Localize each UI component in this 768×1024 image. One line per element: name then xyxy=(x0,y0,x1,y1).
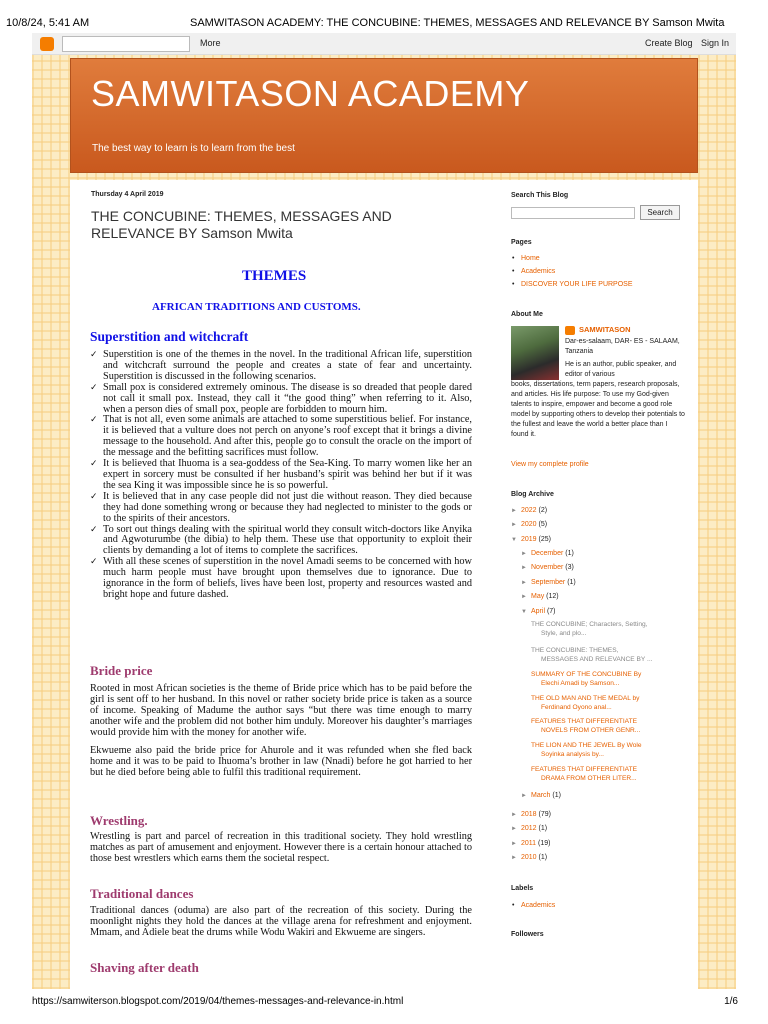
list-item: ✓ With all these scenes of superstition in the novel Amadi seems to be concerned with how much harm people must have brought upon themselves due to ignorance. Due to ignorance in the form of beliefs, lives have been lost, property and resources wasted and bright hope and future dashed. xyxy=(90,557,472,601)
archive-post-title-line-2: Ferdinand Oyono anal... xyxy=(541,704,612,711)
expand-triangle-icon[interactable]: ► xyxy=(511,841,517,847)
list-item: ✓ It is believed that in any case people did not just die without reason. They died because they had done something wrong or because they had neglected to minister to the gods or to the spirits of their ancestors. xyxy=(90,492,472,525)
archive-post-link[interactable] xyxy=(531,765,671,783)
archive-item-label[interactable]: November xyxy=(531,564,566,571)
navbar-more-link[interactable]: More xyxy=(200,38,221,48)
archive-post-link[interactable] xyxy=(531,670,671,688)
labels-list xyxy=(511,899,555,912)
archive-item-count: (1) xyxy=(565,550,574,557)
search-widget-title: Search This Blog xyxy=(511,192,569,199)
expand-triangle-icon[interactable]: ► xyxy=(511,826,517,832)
page-link-home[interactable]: • Home xyxy=(511,252,633,265)
blogger-logo-icon[interactable] xyxy=(40,37,54,51)
archive-item-label[interactable]: March xyxy=(531,792,553,799)
expand-triangle-icon[interactable]: ► xyxy=(521,793,527,799)
archive-item[interactable] xyxy=(511,854,547,861)
archive-item-label[interactable]: May xyxy=(531,593,547,600)
expand-triangle-icon[interactable]: ► xyxy=(511,522,517,528)
archive-post-link[interactable] xyxy=(531,646,671,664)
archive-post-title-line-1: THE OLD MAN AND THE MEDAL by xyxy=(531,695,640,702)
print-url: https://samwiterson.blogspot.com/2019/04/themes-messages-and-relevance-in.html xyxy=(32,996,404,1007)
about-widget-title: About Me xyxy=(511,311,543,318)
archive-post-title-line-1: THE CONCUBINE: THEMES, xyxy=(531,647,619,654)
blogger-profile-icon xyxy=(565,326,575,335)
expand-triangle-icon[interactable]: ► xyxy=(521,565,527,571)
blogger-navbar xyxy=(32,33,736,55)
page-link-life-purpose[interactable]: • DISCOVER YOUR LIFE PURPOSE xyxy=(511,278,633,291)
archive-item-label[interactable]: 2018 xyxy=(521,811,539,818)
archive-item-count: (1) xyxy=(552,792,561,799)
blog-search-input[interactable] xyxy=(511,207,635,219)
archive-item[interactable] xyxy=(521,564,574,571)
archive-item-count: (2) xyxy=(538,507,548,514)
archive-item-count: (12) xyxy=(546,593,559,600)
wrestling-paragraph: Wrestling is part and parcel of recreation in this traditional society. They hold wrestling matches as part of amusement and enjoyment. However there is a certain honour attached to those best wrestlers which earns them the societal respect. xyxy=(90,831,472,864)
archive-item-count: (1) xyxy=(538,854,548,861)
list-item: ✓ That is not all, even some animals are attached to some superstitious belief. For instance, it is believed that a vulture does not perch on anyone’s roof except that it brings a divine message to the household. And after this, people go to consult the oracle on the import of the message and the befitting sacrifices must follow. xyxy=(90,415,472,459)
archive-item[interactable] xyxy=(511,521,547,528)
list-item: ✓ To sort out things dealing with the spiritual world they consult witch-doctors like Anyika and Agwoturumbe (the dibia) to help them. These use that opportunity to exploit their clients by demanding a lot of items to complete the sacrifices. xyxy=(90,525,472,558)
pages-widget-title: Pages xyxy=(511,239,532,246)
archive-post-link[interactable] xyxy=(531,741,671,759)
archive-item-label[interactable]: 2019 xyxy=(521,536,539,543)
bride-price-paragraph-2: Ekwueme also paid the bride price for Ahurole and it was refunded when she fled back home and it was to be paid to Ihuoma’s brother in law (Nnadi) before he got harried to her but he died before being able to fulfil this traditional requirement. xyxy=(90,745,472,778)
traditions-heading: AFRICAN TRADITIONS AND CUSTOMS. xyxy=(152,301,361,313)
profile-bio-line-1: He is an author, public speaker, and editor of various xyxy=(565,361,677,378)
themes-heading: THEMES xyxy=(242,268,307,284)
page-link-academics[interactable]: • Academics xyxy=(511,265,633,278)
expand-triangle-icon[interactable]: ► xyxy=(521,580,527,586)
archive-item[interactable] xyxy=(521,608,556,615)
blog-search-button[interactable]: Search xyxy=(640,205,680,220)
archive-item-label[interactable]: 2010 xyxy=(521,854,539,861)
blog-header xyxy=(70,58,698,173)
collapse-triangle-icon[interactable]: ▼ xyxy=(511,537,517,543)
archive-item[interactable] xyxy=(511,507,547,514)
archive-item-count: (19) xyxy=(538,840,551,847)
post-title: THE CONCUBINE: THEMES, MESSAGES AND RELEVANCE BY Samson Mwita xyxy=(91,208,392,241)
post-date: Thursday 4 April 2019 xyxy=(91,191,164,198)
archive-item-count: (7) xyxy=(546,608,556,615)
archive-post-title-line-2: MESSAGES AND RELEVANCE BY ... xyxy=(541,656,653,663)
archive-item-label[interactable]: 2012 xyxy=(521,825,539,832)
list-item: ✓ Superstition is one of the themes in the novel. In the traditional African life, superstition and witchcraft surround the people and creates a state of fear and uncertainty. Superstition is discussed in the following scenarios. xyxy=(90,350,472,383)
archive-item[interactable] xyxy=(521,579,576,586)
print-header xyxy=(0,0,768,30)
print-timestamp: 10/8/24, 5:41 AM xyxy=(6,17,90,29)
label-link-academics[interactable]: • Academics xyxy=(511,899,555,912)
dances-paragraph: Traditional dances (oduma) are also part of the recreation of this society. During the moonlight nights they hold the dances at the village arena for refreshment and enjoyment. Mmam, and Adiele beat the drums while Wodu Wakiri and Ekwueme are singers. xyxy=(90,905,472,938)
bride-price-heading: Bride price xyxy=(90,663,153,678)
archive-item-label[interactable]: 2020 xyxy=(521,521,539,528)
archive-item[interactable] xyxy=(511,840,550,847)
superstition-heading: Superstition and witchcraft xyxy=(90,329,249,344)
navbar-search-input[interactable] xyxy=(62,36,190,52)
print-page-title: SAMWITASON ACADEMY: THE CONCUBINE: THEMES, MESSAGES AND RELEVANCE BY Samson Mwita xyxy=(190,17,725,29)
archive-post-link[interactable] xyxy=(531,694,671,712)
print-page-number: 1/6 xyxy=(724,996,738,1007)
archive-item-count: (1) xyxy=(538,825,548,832)
pages-list xyxy=(511,252,633,291)
archive-post-title-line-2: Style, and plo... xyxy=(541,630,587,637)
archive-item-count: (1) xyxy=(567,579,576,586)
archive-item-label[interactable]: 2011 xyxy=(521,840,538,847)
archive-post-title-line-1: FEATURES THAT DIFFERENTIATE xyxy=(531,766,637,773)
profile-location: Dar-es-salaam, DAR- ES - SALAAM, Tanzania xyxy=(565,338,680,355)
profile-bio-rest: books, dissertations, term papers, research proposals, and articles. His life purpose: To use my God-given talents to inspire, empower and become a good role model by supporting others to develop their potentials to the fullest and leave the world a better place than I found it. xyxy=(511,381,685,438)
archive-item-label[interactable]: 2022 xyxy=(521,507,539,514)
archive-post-title-line-2: Soyinka analysis by... xyxy=(541,751,604,758)
archive-post-title-line-2: DRAMA FROM OTHER LITER... xyxy=(541,775,637,782)
archive-item-label[interactable]: April xyxy=(531,608,547,615)
expand-triangle-icon[interactable]: ► xyxy=(511,508,517,514)
archive-item[interactable] xyxy=(521,593,559,600)
content-area xyxy=(70,180,698,989)
wrestling-heading: Wrestling. xyxy=(90,813,148,828)
archive-item[interactable] xyxy=(511,825,547,832)
archive-item[interactable] xyxy=(511,811,551,818)
archive-post-link[interactable] xyxy=(531,620,671,638)
archive-item-count: (25) xyxy=(538,536,551,543)
archive-item[interactable] xyxy=(511,536,551,543)
dances-heading: Traditional dances xyxy=(90,886,194,901)
view-profile-link[interactable]: View my complete profile xyxy=(511,461,589,468)
archive-widget-title: Blog Archive xyxy=(511,491,554,498)
profile-bio xyxy=(511,360,686,440)
followers-widget-title: Followers xyxy=(511,931,544,938)
archive-post-title-line-1: SUMMARY OF THE CONCUBINE By xyxy=(531,671,642,678)
labels-widget-title: Labels xyxy=(511,885,534,892)
archive-item-count: (79) xyxy=(538,811,551,818)
profile-name-link[interactable]: SAMWITASON xyxy=(579,325,631,334)
blog-tagline: The best way to learn is to learn from the best xyxy=(92,143,295,154)
collapse-triangle-icon[interactable]: ▼ xyxy=(521,609,527,615)
list-item: ✓ Small pox is considered extremely ominous. The disease is so dreaded that people dared not call it small pox. Instead, they call it “the good thing” when referring to it. Also, when a person dies of small pox, people are forbidden to mourn him. xyxy=(90,383,472,416)
create-blog-link[interactable]: Create Blog xyxy=(645,38,693,48)
expand-triangle-icon[interactable]: ► xyxy=(511,855,517,861)
archive-post-title-line-2: NOVELS FROM OTHER GENR... xyxy=(541,727,641,734)
archive-item-count: (3) xyxy=(565,564,574,571)
blog-title[interactable]: SAMWITASON ACADEMY xyxy=(91,73,530,114)
archive-post-title-line-1: THE CONCUBINE; Characters, Setting, xyxy=(531,621,648,628)
archive-item-label[interactable]: September xyxy=(531,579,568,586)
list-item: ✓ It is believed that Ihuoma is a sea-goddess of the Sea-King. To marry women like her an expert in sorcery must be consulted if her husband’s spirit was behind her but if it was the sea King it was impossible since he is so powerful. xyxy=(90,459,472,492)
shaving-heading: Shaving after death xyxy=(90,960,199,975)
sign-in-link[interactable]: Sign In xyxy=(701,38,730,48)
archive-item[interactable] xyxy=(521,550,574,557)
archive-item-count: (5) xyxy=(538,521,548,528)
expand-triangle-icon[interactable]: ► xyxy=(511,812,517,818)
superstition-list xyxy=(90,350,472,601)
archive-post-title-line-1: THE LION AND THE JEWEL By Wole xyxy=(531,742,642,749)
expand-triangle-icon[interactable]: ► xyxy=(521,594,527,600)
expand-triangle-icon[interactable]: ► xyxy=(521,551,527,557)
archive-item-label[interactable]: December xyxy=(531,550,566,557)
archive-post-title-line-2: Elechi Amadi by Samson... xyxy=(541,680,620,687)
archive-post-link[interactable] xyxy=(531,717,671,735)
bride-price-paragraph-1: Rooted in most African societies is the theme of Bride price which has to be paid before the girl is sent off to her husband. In this novel or rather society bride price is taken as a source of income. Speaking of Madume the author says “but there was time enough to marry another wife and the problem did not bother him unduly. Moreover his daughter’s marriages would provide him with the money for another wife. xyxy=(90,683,472,738)
archive-post-title-line-1: FEATURES THAT DIFFERENTIATE xyxy=(531,718,637,725)
archive-item[interactable] xyxy=(521,792,561,799)
